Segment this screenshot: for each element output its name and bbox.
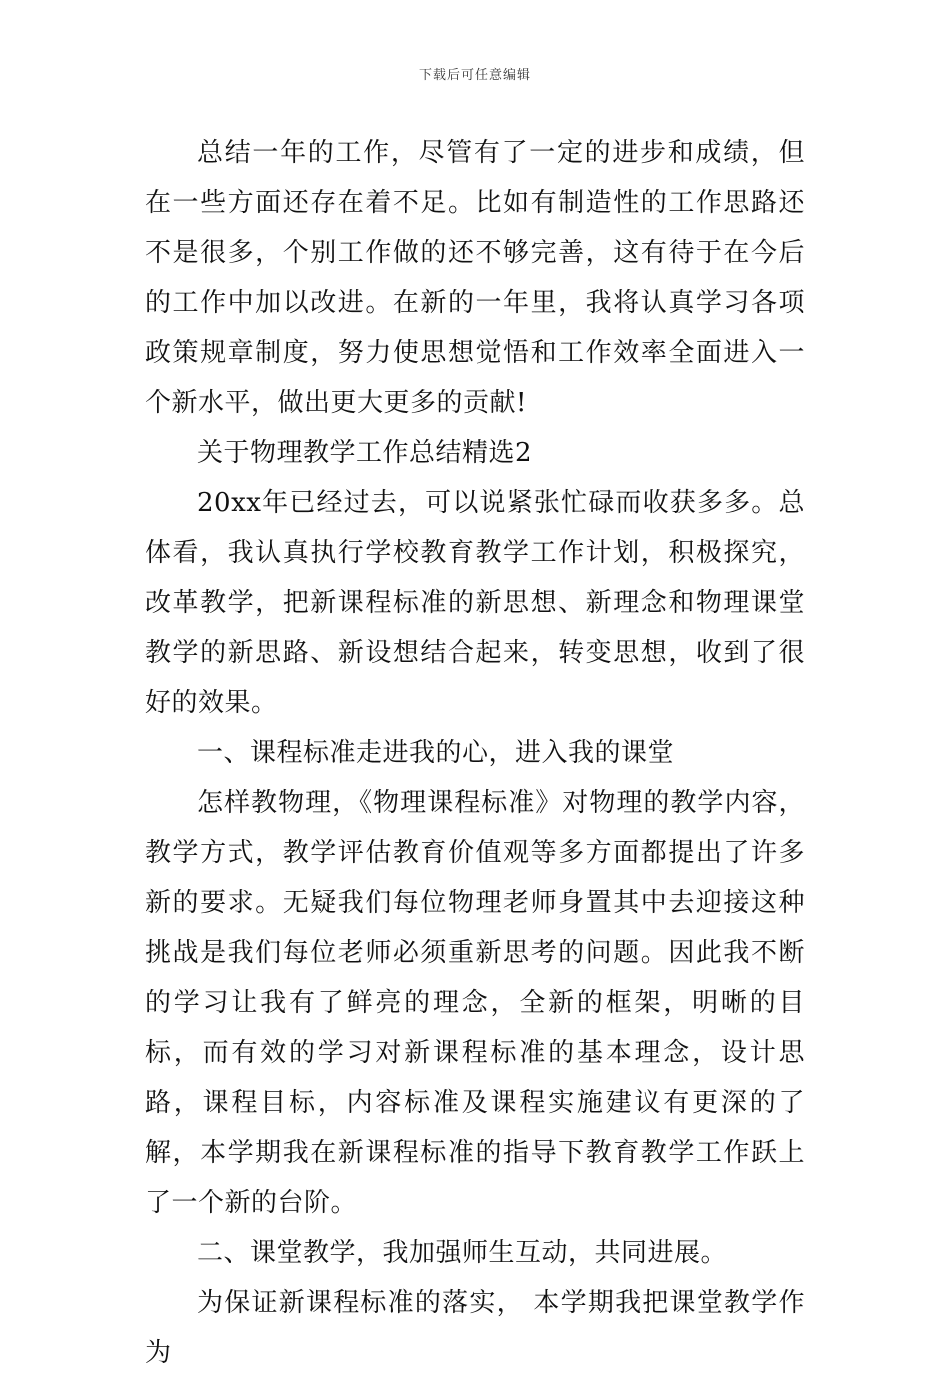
heading-two: 二、课堂教学，我加强师生互动，共同进展。 — [197, 1238, 728, 1268]
page-header: 下载后可任意编辑 — [418, 68, 531, 83]
paragraph-summary: 总结一年的工作，尽管有了一定的进步和成绩，但在一些方面还存在着不足。比如有制造性的工作思路还不是很多，个别工作做的还不够完善，这有待于在今后的工作中加以改进。在新的一年里，我将认真学习各项政策规章制度，努力使思想觉悟和工作效率全面进入一个新水平，做出更大更多的贡献! — [145, 138, 805, 418]
paragraph-year-review: 20xx年已经过去，可以说紧张忙碌而收获多多。总体看，我认真执行学校教育教学工作计划，积极探究，改革教学，把新课程标准的新思想、新理念和物理课堂教学的新思路、新设想结合起来，转变思想，收到了很好的效果。 — [145, 488, 805, 718]
document-body — [145, 128, 805, 1378]
section-title: 关于物理教学工作总结精选2 — [197, 438, 533, 468]
paragraph-curriculum-standard: 怎样教物理，《物理课程标准》对物理的教学内容，教学方式，教学评估教育价值观等多方面都提出了许多新的要求。无疑我们每位物理老师身置其中去迎接这种挑战是我们每位老师必须重新思考的问题。因此我不断的学习让我有了鲜亮的理念，全新的框架，明晰的目标，而有效的学习对新课程标准的基本理念，设计思路，课程目标，内容标准及课程实施建议有更深的了解，本学期我在新课程标准的指导下教育教学工作跃上了一个新的台阶。 — [145, 788, 805, 1218]
heading-one: 一、课程标准走进我的心，进入我的课堂 — [197, 738, 675, 768]
paragraph-classroom-teaching: 为保证新课程标准的落实， 本学期我把课堂教学作为 — [145, 1288, 805, 1368]
